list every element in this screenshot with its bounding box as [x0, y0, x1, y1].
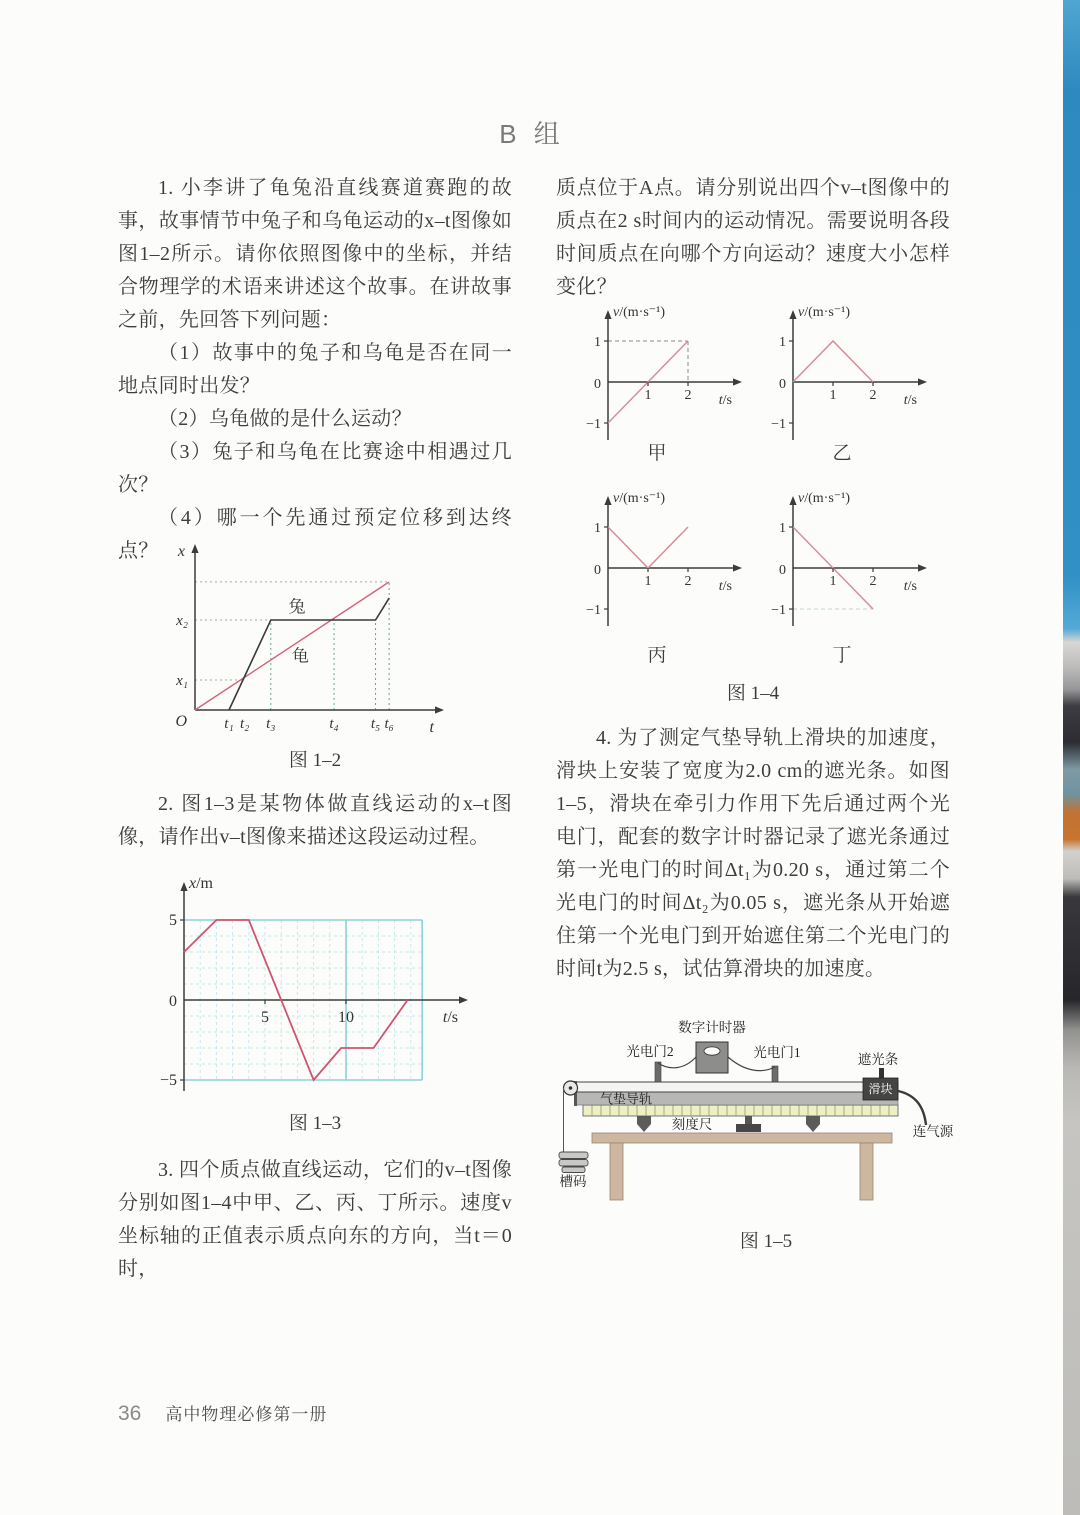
figure-1-4-velocity-time-chart-jia: [582, 302, 774, 447]
chart-jia-caption: 甲: [647, 443, 667, 464]
svg-text:t₄: t₄: [329, 716, 339, 732]
svg-text:t: t: [429, 719, 434, 736]
svg-text:2: 2: [869, 388, 877, 403]
figure-1-4-velocity-time-chart-yi: [767, 302, 959, 447]
svg-text:t/s: t/s: [903, 393, 917, 408]
svg-text:t₃: t₃: [266, 716, 276, 732]
svg-text:1: 1: [594, 521, 601, 536]
track-label: 气垫导轨: [599, 1091, 653, 1107]
svg-text:O: O: [175, 713, 187, 730]
svg-text:2: 2: [684, 574, 692, 589]
svg-text:0: 0: [779, 377, 786, 392]
svg-text:v/(m·s⁻¹): v/(m·s⁻¹): [613, 491, 666, 506]
svg-text:1: 1: [644, 388, 652, 403]
svg-text:1: 1: [829, 388, 837, 403]
svg-text:0: 0: [779, 563, 786, 578]
svg-text:−1: −1: [771, 417, 786, 432]
svg-text:v/(m·s⁻¹): v/(m·s⁻¹): [613, 305, 666, 320]
air-hose: [898, 1091, 926, 1125]
svg-text:v/(m·s⁻¹): v/(m·s⁻¹): [798, 491, 851, 506]
slider-label: 滑块: [868, 1082, 893, 1096]
gate2-label: 光电门2: [626, 1044, 674, 1059]
timer-label: 数字计时器: [678, 1020, 746, 1035]
ruler: [583, 1105, 898, 1116]
table-leg-left: [610, 1143, 623, 1200]
svg-text:v/(m·s⁻¹): v/(m·s⁻¹): [798, 305, 851, 320]
table-top: [592, 1133, 892, 1143]
svg-text:0: 0: [594, 377, 601, 392]
light-blocking-strip: [879, 1068, 884, 1078]
problem-1-intro: 1. 小李讲了龟兔沿直线赛道赛跑的故事，故事情节中兔子和乌龟运动的x–t图像如图1–2所示。请你依照图像中的坐标，并结合物理学的术语来讲述这个故事。在讲故事之前，先回答下列问题：: [118, 177, 512, 331]
svg-text:t₂: t₂: [239, 716, 250, 732]
problem-1-question-3: （3）兔子和乌龟在比赛途中相遇过几次？: [118, 441, 512, 496]
svg-text:t/s: t/s: [718, 393, 732, 408]
svg-text:1: 1: [594, 335, 601, 350]
problem-3-intro-right: 质点位于A点。请分别说出四个v–t图像中的质点在2 s时间内的运动情况。需要说明各段时间质点在向哪个方向运动？速度大小怎样变化？: [556, 177, 950, 298]
svg-text:−1: −1: [586, 417, 601, 432]
svg-text:x/m: x/m: [189, 875, 213, 892]
svg-text:t₅: t₅: [370, 716, 381, 732]
gate1-label: 光电门1: [753, 1045, 801, 1060]
chart-ding-caption: 丁: [832, 645, 852, 666]
figure-1-2-position-time-chart: [140, 538, 470, 743]
chart-yi-caption: 乙: [832, 443, 852, 464]
svg-text:0: 0: [169, 993, 177, 1010]
problem-3-left-block: [118, 1154, 512, 1286]
svg-text:5: 5: [169, 912, 177, 929]
svg-text:t₆: t₆: [384, 716, 394, 732]
page-number: 36: [118, 1402, 142, 1425]
svg-text:1: 1: [644, 574, 652, 589]
book-title: 高中物理必修第一册: [165, 1405, 328, 1424]
problem-3-right-block: [556, 172, 950, 304]
problem-1-question-1: （1）故事中的兔子和乌龟是否在同一地点同时出发？: [118, 342, 512, 397]
svg-text:t/s: t/s: [903, 579, 917, 594]
svg-text:−1: −1: [771, 603, 786, 618]
svg-text:x₂: x₂: [176, 613, 188, 629]
svg-text:1: 1: [779, 335, 786, 350]
air-track-top: [576, 1082, 898, 1092]
problem-1-question-4: （4）哪一个先通过预定位移到达终点？: [118, 507, 512, 562]
svg-text:2: 2: [684, 388, 692, 403]
problem-1-block: [118, 172, 512, 568]
page-edge-photo-strip: [1063, 0, 1080, 1515]
svg-text:1: 1: [829, 574, 837, 589]
svg-text:t/s: t/s: [718, 579, 732, 594]
problem-4-intro: 4. 为了测定气垫导轨上滑块的加速度，滑块上安装了宽度为2.0 cm的遮光条。如图1–5，滑块在牵引力作用下先后通过两个光电门，配套的数字计时器记录了遮光条通过第一光电门的时间Δt₁为0.20 s，通过第二个光电门的时间Δt₂为0.05 s，遮光条从开始遮住第一个光电门到开始遮住第二个光电门的时间t为2.5 s，试估算滑块的加速度。: [556, 727, 950, 980]
svg-text:−5: −5: [159, 1072, 177, 1089]
air-source-label: 连气源: [912, 1124, 954, 1139]
svg-text:x: x: [177, 543, 185, 560]
figure-1-5-caption: 图 1–5: [739, 1231, 793, 1252]
svg-text:t/s: t/s: [442, 1009, 458, 1026]
problem-4-block: [556, 722, 950, 986]
figure-1-3-position-time-chart: [130, 875, 525, 1114]
svg-text:龟: 龟: [291, 646, 309, 666]
figure-1-5-apparatus-diagram: [548, 1012, 984, 1212]
figure-1-3-caption: 图 1–3: [288, 1113, 342, 1134]
ruler-label: 刻度尺: [671, 1117, 713, 1132]
table-leg-right: [860, 1143, 873, 1200]
svg-text:0: 0: [594, 563, 601, 578]
weights-label: 槽码: [559, 1174, 587, 1189]
svg-text:兔: 兔: [288, 597, 306, 617]
svg-text:5: 5: [261, 1009, 269, 1026]
problem-1-question-2: （2）乌龟做的是什么运动？: [158, 408, 412, 430]
slotted-weights: [559, 1152, 588, 1173]
figure-1-2-caption: 图 1–2: [288, 750, 342, 771]
svg-text:−1: −1: [586, 603, 601, 618]
problem-3-intro-left: 3. 四个质点做直线运动，它们的v–t图像分别如图1–4中甲、乙、丙、丁所示。速度v坐标轴的正值表示质点向东的方向，当t＝0时，: [118, 1159, 512, 1280]
strip-label: 遮光条: [857, 1052, 899, 1067]
svg-text:10: 10: [338, 1009, 354, 1026]
track-center-support: [745, 1116, 752, 1124]
track-foot-left: [637, 1116, 651, 1124]
svg-text:x₁: x₁: [176, 673, 188, 689]
track-foot-right: [806, 1116, 820, 1124]
page-title: B 组: [499, 119, 565, 149]
problem-2-intro: 2. 图1–3是某物体做直线运动的x–t图像，请作出v–t图像来描述这段运动过程。: [118, 793, 512, 848]
figure-1-4-velocity-time-chart-ding: [767, 488, 959, 633]
svg-text:2: 2: [869, 574, 877, 589]
figure-1-4-caption: 图 1–4: [726, 683, 780, 704]
problem-2-block: [118, 788, 512, 854]
figure-1-4-velocity-time-chart-bing: [582, 488, 774, 633]
page-footer: [118, 1400, 327, 1426]
svg-text:t₁: t₁: [224, 716, 234, 732]
chart-bing-caption: 丙: [647, 645, 667, 666]
svg-text:1: 1: [779, 521, 786, 536]
